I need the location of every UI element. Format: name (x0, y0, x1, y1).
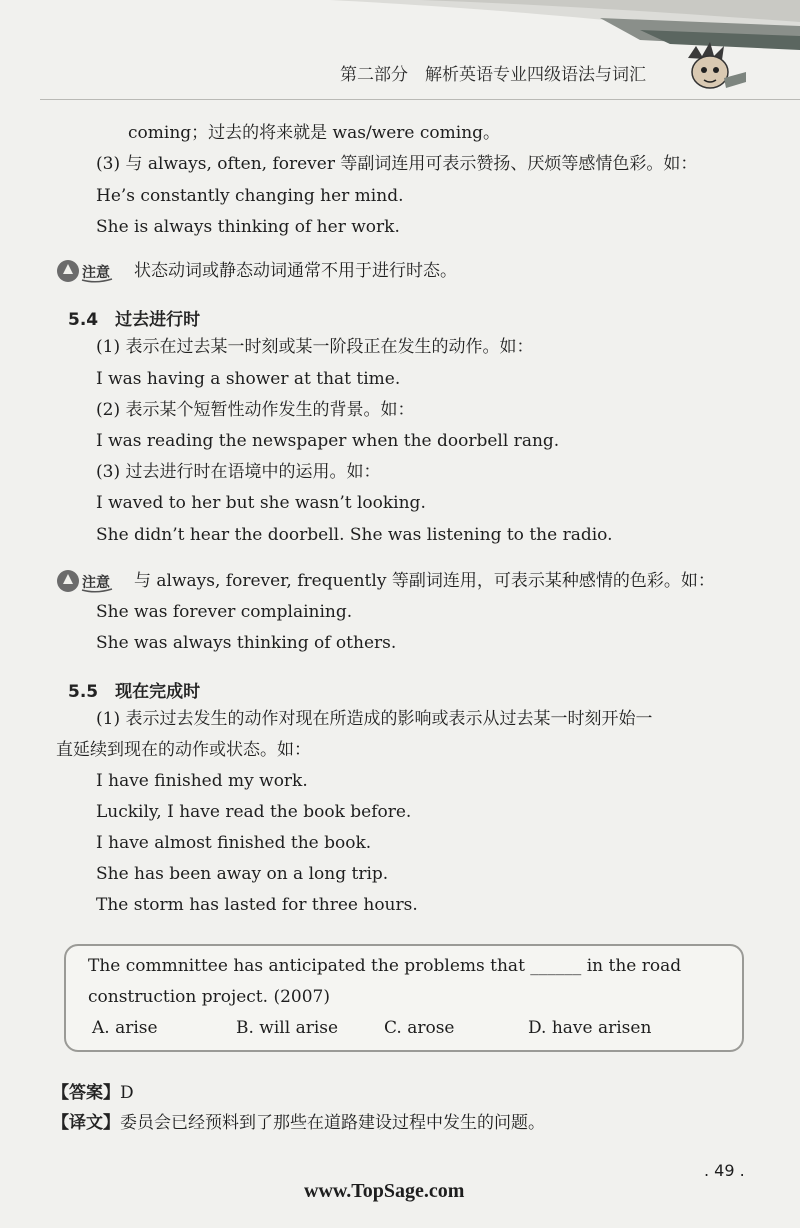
note-icon (56, 258, 114, 284)
example-sentence: She has been away on a long trip. (96, 864, 389, 884)
text-line: (1) 表示在过去某一时刻或某一阶段正在发生的动作。如： (96, 337, 534, 357)
example-sentence: Luckily, I have read the book before. (96, 802, 412, 822)
text-line: (1) 表示过去发生的动作对现在所造成的影响或表示从过去某一时刻开始一 (96, 709, 653, 729)
option-b: B. will arise (236, 1018, 339, 1038)
mascot-icon (676, 38, 748, 100)
example-sentence: I have almost finished the book. (96, 833, 372, 853)
svg-text:注意: 注意 (82, 265, 110, 281)
example-sentence: She was always thinking of others. (96, 633, 397, 653)
answer-value: D (120, 1083, 134, 1103)
svg-text:注意: 注意 (82, 575, 110, 591)
text-line: (3) 与 always, often, forever 等副词连用可表示赞扬、厌烦等感情色彩。如： (96, 154, 698, 174)
example-sentence: The storm has lasted for three hours. (96, 895, 418, 915)
footer-url: www.TopSage.com (304, 1180, 465, 1202)
question-line: The commnittee has anticipated the problems that ______ in the road (88, 956, 682, 976)
section-heading: 5.4 过去进行时 (68, 310, 201, 330)
exam-question-box (64, 944, 744, 1052)
example-sentence: I was having a shower at that time. (96, 369, 401, 389)
question-line: construction project. (2007) (88, 987, 330, 1007)
option-a: A. arise (92, 1018, 158, 1038)
example-sentence: She is always thinking of her work. (96, 217, 400, 237)
text-line: 直延续到现在的动作或状态。如： (56, 740, 311, 760)
translation-line (52, 1108, 545, 1133)
text-line: (2) 表示某个短暂性动作发生的背景。如： (96, 400, 415, 420)
note-text: 状态动词或静态动词通常不用于进行时态。 (134, 261, 457, 281)
note-icon (56, 568, 114, 594)
example-sentence: I was reading the newspaper when the doorbell rang. (96, 431, 560, 451)
page-number: . 49 . (704, 1161, 745, 1180)
answer-label: 【答案】 (52, 1083, 120, 1103)
header-rule (40, 99, 800, 100)
option-c: C. arose (384, 1018, 455, 1038)
translation-value: 委员会已经预料到了那些在道路建设过程中发生的问题。 (120, 1113, 545, 1133)
page-header-title: 第二部分 解析英语专业四级语法与词汇 (340, 65, 646, 85)
example-sentence: She was forever complaining. (96, 602, 353, 622)
option-d: D. have arisen (528, 1018, 652, 1038)
example-sentence: He’s constantly changing her mind. (96, 186, 404, 206)
section-heading: 5.5 现在完成时 (68, 682, 201, 702)
text-line: coming；过去的将来就是 was/were coming。 (128, 123, 501, 143)
text-line: (3) 过去进行时在语境中的运用。如： (96, 462, 381, 482)
note-text: 与 always, forever, frequently 等副词连用，可表示某种感情的色彩。如： (134, 571, 715, 591)
answer-line (52, 1078, 134, 1103)
example-sentence: She didn’t hear the doorbell. She was listening to the radio. (96, 525, 613, 545)
translation-label: 【译文】 (52, 1113, 120, 1133)
example-sentence: I have finished my work. (96, 771, 308, 791)
example-sentence: I waved to her but she wasn’t looking. (96, 493, 426, 513)
